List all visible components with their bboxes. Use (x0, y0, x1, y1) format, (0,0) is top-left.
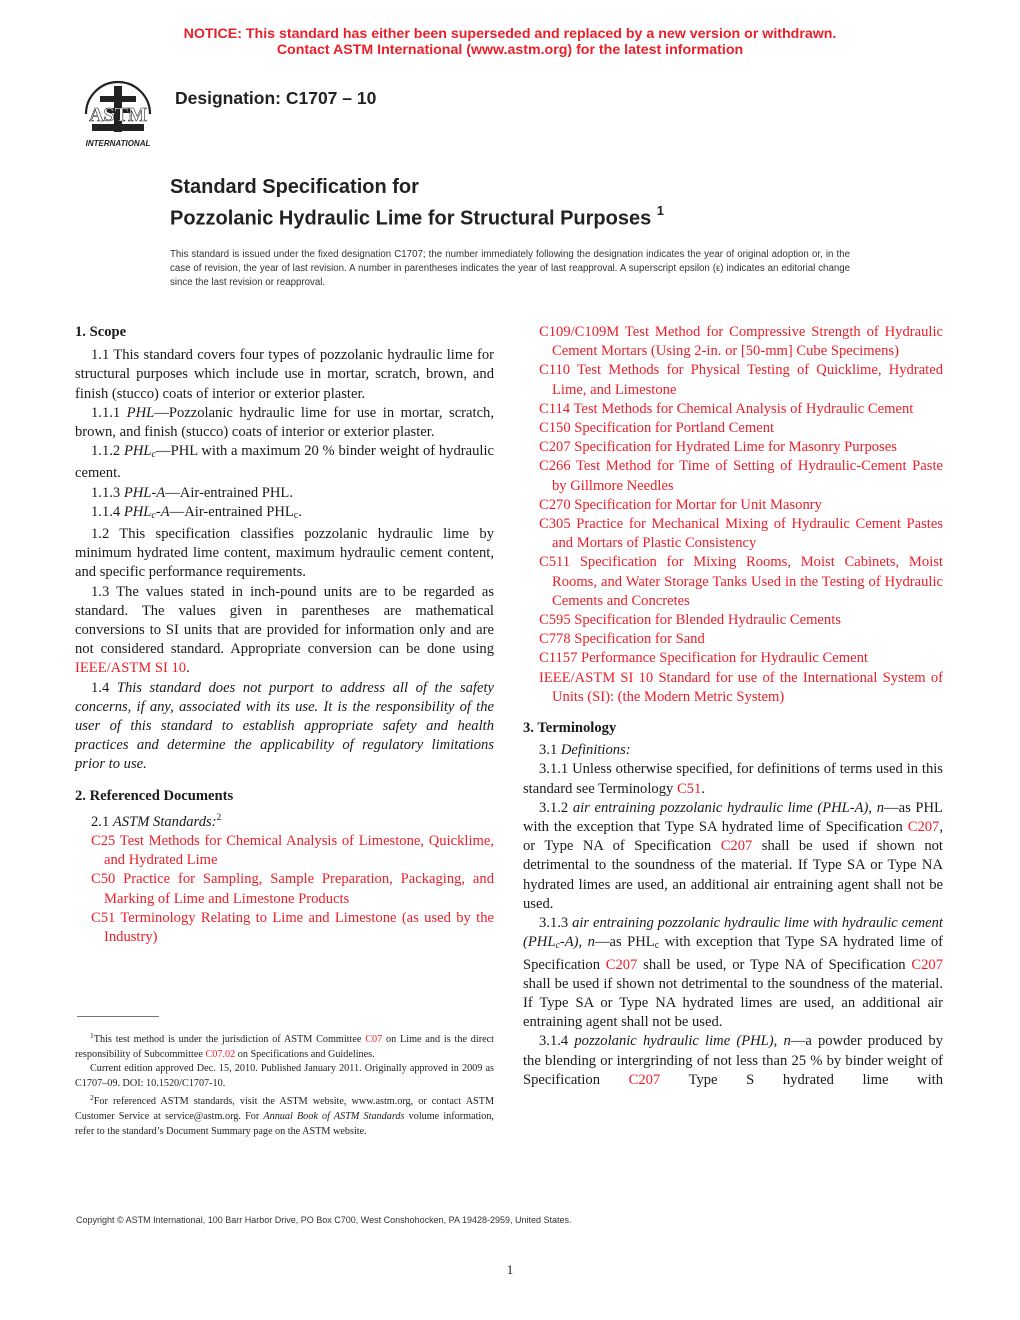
reference-list-left (75, 832, 494, 947)
reference-item (539, 515, 943, 553)
reference-title[interactable]: Specification for Portland Cement (570, 420, 775, 437)
title-line-1: Standard Specification for (170, 176, 419, 198)
reference-code-link[interactable]: C266 (539, 458, 571, 475)
reference-item (539, 669, 943, 707)
reference-title[interactable]: Test Methods for Chemical Analysis of Limestone, Quicklime, and Hydrated Lime (104, 833, 494, 869)
ref-link-ieee-si10[interactable]: IEEE/ASTM SI 10 (75, 660, 187, 677)
reference-title[interactable]: Test Method for Compressive Strength of Hydraulic Cement Mortars (Using 2-in. or [50-mm] Cube Specimens) (552, 324, 943, 360)
para-3-1-4: 3.1.4 pozzolanic hydraulic lime (PHL), n—a powder produced by the blending or intergrinding of not less than 25 % by binder weight of Specification C207 Type S hydrated lime with (523, 1033, 943, 1088)
logo-letters: ASTM (89, 104, 147, 126)
para-1-4: 1.4 This standard does not purport to address all of the safety concerns, if any, associated with its use. It is the responsibility of the user of this standard to establish appropriate safety and health practices and determine the applicability of regulatory limitations prior to use. (75, 679, 494, 773)
title-footnote-mark[interactable]: 1 (656, 203, 665, 218)
ref-link-c207[interactable]: C207 (907, 819, 940, 836)
para-3-1-2: 3.1.2 air entraining pozzolanic hydraulic lime (PHL-A), n—as PHL with the exception that Type SA hydrated lime of Specification C207, or Type NA of Specification C207 shall be used if shown not detrimental to the soundness of the material. If Type SA or Type NA hydrated limes are used, an additional air entraining agent shall not be used. (523, 799, 943, 912)
reference-title[interactable]: Standard for use of the International System of Units (SI): (the Modern Metric System) (552, 669, 943, 705)
reference-code-link[interactable]: C270 (539, 496, 571, 513)
title-line-2: Pozzolanic Hydraulic Lime for Structural Purposes (170, 207, 652, 230)
para-1-1: 1.1 This standard covers four types of pozzolanic hydraulic lime for structural purposes which include use in mortar, scratch, brown, and finish (stucco) coats of interior or exterior plaster. (75, 347, 494, 402)
para-3-1-1: 3.1.1 Unless otherwise specified, for definitions of terms used in this standard see Terminology C51. (523, 761, 943, 797)
reference-title[interactable]: Performance Specification for Hydraulic Cement (577, 650, 868, 667)
reference-title[interactable]: Specification for Blended Hydraulic Cements (570, 612, 841, 629)
footnote-1: $^1$This test method is under the jurisdiction of ASTM Committee C07 on Lime and is the direct responsibility of Subcommittee C07.02 on Specifications and Guidelines. (75, 1031, 494, 1060)
reference-code-link[interactable]: C305 (539, 516, 571, 533)
reference-code-link[interactable]: C25 (91, 833, 116, 850)
reference-item (91, 909, 494, 947)
reference-code-link[interactable]: C511 (539, 554, 571, 571)
section-heading-terminology: 3. Terminology (523, 720, 617, 737)
para-1-1-4: 1.1.4 $PHL_c-A—Air$-entrained $PHL_c$. (91, 503, 302, 521)
reference-item (539, 438, 943, 457)
notice-line-2: Contact ASTM International (www.astm.org) for the latest information (276, 42, 744, 58)
reference-item (539, 323, 943, 361)
reference-item (539, 400, 943, 419)
reference-title[interactable]: Terminology Relating to Lime and Limestone (as used by the Industry) (104, 909, 494, 946)
reference-code-link[interactable]: C50 (91, 871, 116, 888)
left-column (75, 323, 494, 947)
reference-item (539, 496, 943, 515)
para-2-1: 2.1 ASTM Standards:$^2$ (91, 812, 222, 830)
reference-code-link[interactable]: C595 (539, 612, 571, 629)
reference-code-link[interactable]: C109/C109M (539, 324, 620, 340)
reference-title[interactable]: Specification for Mortar for Unit Masonry (570, 496, 822, 513)
reference-item (91, 870, 494, 908)
para-1-1-2: 1.1.2 $PHL_c—PHL$ with a maximum 20 % binder weight of hydraulic cement. (75, 443, 494, 482)
ref-link-c207[interactable]: C207 (911, 956, 943, 973)
page-number: 1 (506, 1262, 514, 1277)
issuance-note: This standard is issued under the fixed designation C1707; the number immediately following the designation indicates the year of original adoption or, in the case of revision, the year of last revision. A number in parentheses indicates the year of last reapproval. A superscript epsilon (ε) indicates an editorial change since the last revision or reapproval. (170, 249, 850, 288)
ref-link-c207[interactable]: C207 (628, 1071, 661, 1088)
para-3-1-3: 3.1.3 air entraining pozzolanic hydraulic lime with hydraulic cement $(PHL_c-A)$, n—as $PHL_c$ with exception that Type SA hydrated lime of Specification C207 shall be used, or Type NA of Specification C207 shall be used if shown not detrimental to the soundness of the material. If Type SA or Type NA hydrated limes are used, an additional air entraining agent shall not be used. (523, 915, 944, 1031)
reference-title[interactable]: Test Methods for Physical Testing of Quicklime, Hydrated Lime, and Limestone (552, 362, 943, 398)
astm-logo (78, 74, 160, 150)
withdrawal-notice (0, 26, 1020, 58)
ref-link-c207[interactable]: C207 (605, 956, 638, 973)
reference-title[interactable]: Specification for Sand (570, 631, 705, 648)
committee-link-c07[interactable]: C07 (365, 1034, 383, 1045)
reference-item (539, 457, 943, 495)
reference-item (91, 832, 494, 870)
reference-item (539, 649, 943, 668)
reference-list-right (523, 323, 943, 707)
reference-code-link[interactable]: C150 (539, 420, 571, 437)
section-heading-referenced-documents: 2. Referenced Documents (75, 787, 234, 804)
ref-link-c207[interactable]: C207 (720, 838, 753, 855)
notice-line-1: NOTICE: This standard has either been superseded and replaced by a new version or withdrawn. (183, 26, 837, 42)
reference-title[interactable]: Practice for Mechanical Mixing of Hydraulic Cement Pastes and Mortars of Plastic Consistency (552, 516, 943, 552)
reference-item (539, 553, 943, 611)
reference-code-link[interactable]: C778 (539, 631, 571, 648)
para-1-1-1: 1.1.1 PHL—Pozzolanic hydraulic lime for use in mortar, scratch, brown, and finish (stucco) coats of interior or exterior plaster. (75, 404, 494, 441)
section-heading-scope: 1. Scope (75, 324, 127, 340)
designation: Designation: C1707 – 10 (175, 88, 377, 108)
reference-item (539, 419, 943, 438)
footnote-2: $^2$For referenced ASTM standards, visit the ASTM website, www.astm.org, or contact ASTM Customer Service at service@astm.org. For Annual Book of ASTM Standards volume information, refer to the standard’s Document Summary page on the ASTM website. (75, 1093, 494, 1137)
para-1-1-3: 1.1.3 PHL-A—Air-entrained PHL. (91, 484, 293, 501)
footnote-rule (77, 1016, 159, 1017)
subcommittee-link-c0702[interactable]: C07.02 (205, 1048, 236, 1060)
para-1-2: 1.2 This specification classifies pozzolanic hydraulic lime by minimum hydrated lime content, maximum hydraulic cement content, and specific performance requirements. (75, 526, 494, 581)
para-3-1: 3.1 Definitions: (539, 742, 631, 759)
document-title (170, 175, 664, 232)
right-column (523, 323, 943, 1090)
logo-subtext: INTERNATIONAL (85, 139, 151, 148)
reference-item (539, 630, 943, 649)
footnote-1-edition: Current edition approved Dec. 15, 2010. Published January 2011. Originally approved in 2009 as C1707–09. DOI: 10.1520/C1707-10. (75, 1063, 494, 1089)
reference-code-link[interactable]: IEEE/ASTM SI 10 (539, 669, 654, 686)
reference-title[interactable]: Specification for Hydrated Lime for Masonry Purposes (570, 439, 897, 456)
footnotes (75, 1029, 494, 1139)
copyright-line: Copyright © ASTM International, 100 Barr Harbor Drive, PO Box C700, West Conshohocken, PA 19428-2959, United States. (76, 1215, 572, 1225)
reference-title[interactable]: Test Methods for Chemical Analysis of Hydraulic Cement (570, 400, 914, 417)
reference-code-link[interactable]: C51 (91, 909, 116, 926)
reference-code-link[interactable]: C114 (539, 400, 571, 417)
reference-code-link[interactable]: C110 (539, 362, 571, 379)
reference-code-link[interactable]: C1157 (539, 650, 578, 667)
ref-link-c51[interactable]: C51 (676, 780, 702, 797)
reference-item (539, 611, 943, 630)
reference-title[interactable]: Specification for Mixing Rooms, Moist Cabinets, Moist Rooms, and Water Storage Tanks Used in the Testing of Hydraulic Cements and Concretes (552, 554, 943, 609)
reference-item (539, 361, 943, 399)
reference-code-link[interactable]: C207 (539, 439, 571, 456)
reference-title[interactable]: Test Method for Time of Setting of Hydraulic-Cement Paste by Gillmore Needles (552, 458, 943, 494)
para-1-3: 1.3 The values stated in inch-pound units are to be regarded as standard. The values given in parentheses are mathematical conversions to SI units that are provided for information only and are not considered standard. Appropriate conversion can be done using IEEE/ASTM SI 10. (75, 583, 494, 677)
reference-title[interactable]: Practice for Sampling, Sample Preparation, Packaging, and Marking of Lime and Limestone Products (104, 871, 494, 907)
